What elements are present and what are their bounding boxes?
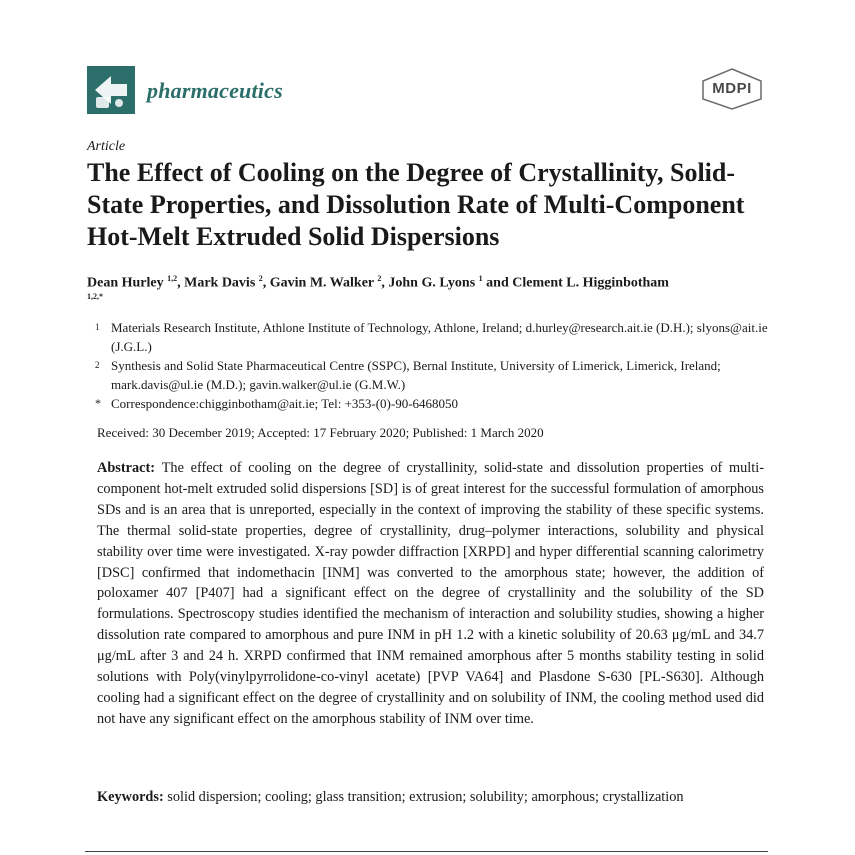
journal-name: pharmaceutics <box>147 78 283 103</box>
divider <box>85 851 768 852</box>
correspondence-item <box>95 394 775 413</box>
affiliation-item <box>95 318 775 356</box>
pharmaceutics-logo-icon <box>87 66 135 114</box>
author-separator: , <box>177 275 185 291</box>
journal-header <box>85 63 765 123</box>
author-affiliation-marker: 1 <box>478 274 483 283</box>
author-separator: , <box>262 275 270 291</box>
author-separator: and <box>482 275 513 291</box>
author-name: Clement L. Higginbotham <box>512 275 669 291</box>
author-list <box>87 269 777 302</box>
author-affiliation-marker: 2 <box>377 274 382 283</box>
affiliations <box>95 318 775 413</box>
affiliation-marker: 1 <box>95 322 100 332</box>
author-affiliation-marker: 1,2,* <box>87 291 103 301</box>
keywords-label: Keywords: <box>97 789 168 805</box>
author-separator: , <box>381 275 389 291</box>
author-name: Mark Davis <box>184 275 256 291</box>
affiliation-marker: 2 <box>95 360 100 370</box>
author-name: Dean Hurley <box>87 275 164 291</box>
keywords-text: solid dispersion; cooling; glass transition; extrusion; solubility; amorphous; crystallization <box>167 789 684 805</box>
author-name: Gavin M. Walker <box>269 275 374 291</box>
abstract-label: Abstract: <box>97 460 162 476</box>
publisher-name: MDPI <box>712 80 752 97</box>
author-affiliation-marker: 1,2 <box>167 274 178 283</box>
author-name: John G. Lyons <box>388 275 476 291</box>
keywords <box>97 787 764 808</box>
publication-dates: Received: 30 December 2019; Accepted: 17 February 2020; Published: 1 March 2020 <box>97 425 544 440</box>
article-type: Article <box>87 139 126 154</box>
affiliation-text: Synthesis and Solid State Pharmaceutical Centre (SSPC), Bernal Institute, University of Limerick, Limerick, Ireland; mark.davis@ul.ie (M.D.); gavin.walker@ul.ie (G.M.W.) <box>111 358 721 392</box>
affiliation-text: Materials Research Institute, Athlone Institute of Technology, Athlone, Ireland; d.hurley@research.ait.ie (D.H.); slyons@ait.ie (J.G.L.) <box>111 320 768 354</box>
article-title: The Effect of Cooling on the Degree of Crystallinity, Solid-State Properties, and Dissolution Rate of Multi-Component Hot-Melt Extruded Solid Dispersions <box>87 158 745 251</box>
affiliation-item <box>95 356 775 394</box>
abstract-text: The effect of cooling on the degree of crystallinity, solid-state and dissolution properties of multi-component hot-melt extruded solid dispersions [SD] is of great interest for the successful formulation of amorphous SDs and is an area that is unreported, especially in the context of improving the stability of these specific systems. The thermal solid-state properties, degree of crystallinity, drug–polymer interactions, solubility and physical stability over time were investigated. X-ray powder diffraction [XRPD] and hyper differential scanning calorimetry [DSC] confirmed that indomethacin [INM] was converted to the amorphous state; however, the addition of poloxamer 407 [P407] had a significant effect on the degree of crystallinity and the solubility of the SD formulations. Spectroscopy studies identified the mechanism of interaction and solubility studies, showing a higher dissolution rate compared to amorphous and pure INM in pH 1.2 with a kinetic solubility of 20.63 μg/mL and 34.7 μg/mL after 3 and 24 h. XRPD confirmed that INM remained amorphous after 5 months stability testing in solid solutions with Poly(vinylpyrrolidone-co-vinyl acetate) [PVP VA64] and Plasdone S-630 [PL-S630]. Although cooling had a significant effect on the degree of crystallinity and on solubility of INM, the cooling method used did not have any significant effect on the amorphous stability of INM over time. <box>97 460 764 727</box>
author-affiliation-marker: 2 <box>258 274 263 283</box>
correspondence-marker: * <box>95 396 101 410</box>
abstract <box>97 458 764 730</box>
correspondence-text: Correspondence:chigginbotham@ait.ie; Tel: +353-(0)-90-6468050 <box>111 396 459 411</box>
mdpi-logo <box>699 67 765 111</box>
